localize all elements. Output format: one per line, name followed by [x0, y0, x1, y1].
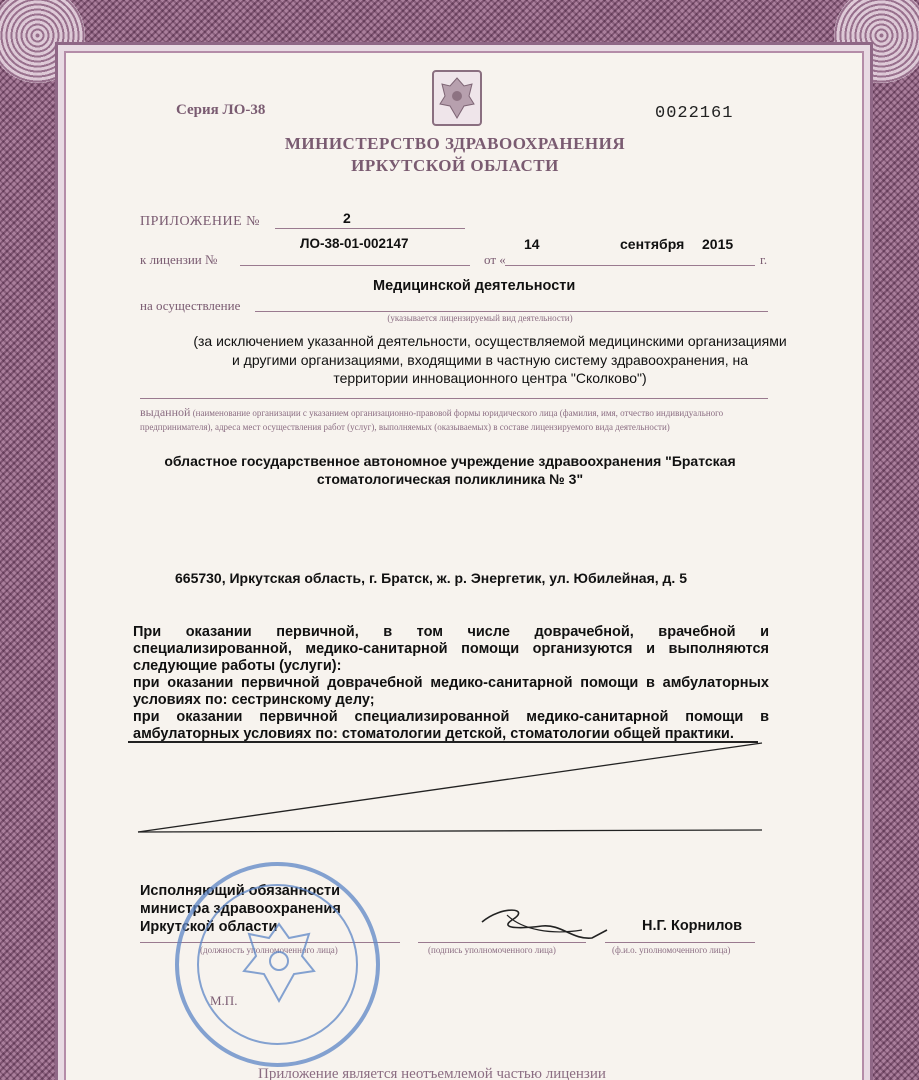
license-from-label: от « [484, 252, 506, 267]
ministry-line-2: ИРКУТСКОЙ ОБЛАСТИ [351, 156, 559, 175]
issued-hint: (наименование организации с указанием организационно-правовой формы юридического лица (фамилия, имя, отчество индивидуального предпринимателя), адреса мест осуществления работ (услуг), выполняемых (оказываемых) в составе лицензируемого вида деятельности) [140, 408, 724, 432]
signer-line-1: Исполняющий обязанности [140, 883, 341, 899]
services-line: при оказании первичной специализированной медико-санитарной помощи в [133, 709, 769, 725]
activity-line [255, 311, 768, 312]
services-line: При оказании первичной, в том числе доврачебной, врачебной и [133, 624, 769, 640]
exception-line-rule [140, 398, 768, 399]
activity-hint: (указывается лицензируемый вид деятельности) [387, 313, 573, 323]
exception-line-1: (за исключением указанной деятельности, осуществляемой медицинскими организациями [193, 333, 787, 349]
coat-of-arms-icon [432, 70, 482, 126]
name-hint: (ф.и.о. уполномоченного лица) [612, 945, 731, 955]
license-number-line [240, 265, 470, 266]
license-day: 14 [524, 236, 540, 252]
ministry-line-1: МИНИСТЕРСТВО ЗДРАВООХРАНЕНИЯ [284, 134, 626, 153]
exception-line-3: территории инновационного центра "Сколково") [333, 370, 647, 386]
signature-hint: (подпись уполномоченного лица) [428, 945, 556, 955]
activity-label: на осуществление [140, 298, 241, 313]
official-stamp [175, 862, 380, 1067]
organization-line-1: областное государственное автономное учреждение здравоохранения "Братская [164, 453, 736, 469]
organization-line-2: стоматологическая поликлиника № 3" [316, 471, 584, 487]
exception-line-2: и другими организациями, входящими в частную систему здравоохранения, на [231, 352, 749, 368]
signer-name: Н.Г. Корнилов [642, 918, 742, 934]
services-block [133, 624, 769, 743]
position-hint: (должность уполномоченного лица) [200, 945, 338, 955]
document-number: 0022161 [655, 104, 734, 123]
services-line: амбулаторных условиях по: стоматологии детской, стоматологии общей практики. [133, 726, 734, 742]
activity-value: Медицинской деятельности [373, 278, 576, 294]
license-year: 2015 [702, 236, 734, 252]
appendix-label: ПРИЛОЖЕНИЕ № [140, 214, 260, 229]
signer-line-2: министра здравоохранения [140, 901, 341, 917]
services-line: условиях по: сестринскому делу; [133, 692, 375, 708]
series-label: Серия ЛО-38 [176, 102, 266, 118]
appendix-number-line [275, 228, 465, 229]
license-number: ЛО-38-01-002147 [300, 236, 409, 251]
stamp-eagle-icon [234, 916, 324, 1011]
footer-note: Приложение является неотъемлемой частью лицензии [258, 1066, 606, 1080]
license-label: к лицензии № [140, 252, 218, 267]
appendix-number: 2 [343, 210, 351, 226]
name-line [605, 942, 755, 943]
address: 665730, Иркутская область, г. Братск, ж. р. Энергетик, ул. Юбилейная, д. 5 [175, 570, 687, 586]
seal-place-label: М.П. [210, 993, 238, 1008]
license-month: сентября [620, 236, 685, 252]
services-line: специализированной, медико-санитарной помощи организуются и выполняются [133, 641, 769, 657]
services-line: следующие работы (услуги): [133, 658, 342, 674]
services-line: при оказании первичной доврачебной медико-санитарной помощи в амбулаторных [133, 675, 769, 691]
license-date-line [505, 265, 755, 266]
issued-label: выданной [140, 405, 191, 419]
signer-line-3: Иркутской области [140, 919, 278, 935]
blank-space-strike [130, 740, 770, 840]
license-year-suffix: г. [760, 252, 768, 267]
issued-block [140, 405, 775, 434]
